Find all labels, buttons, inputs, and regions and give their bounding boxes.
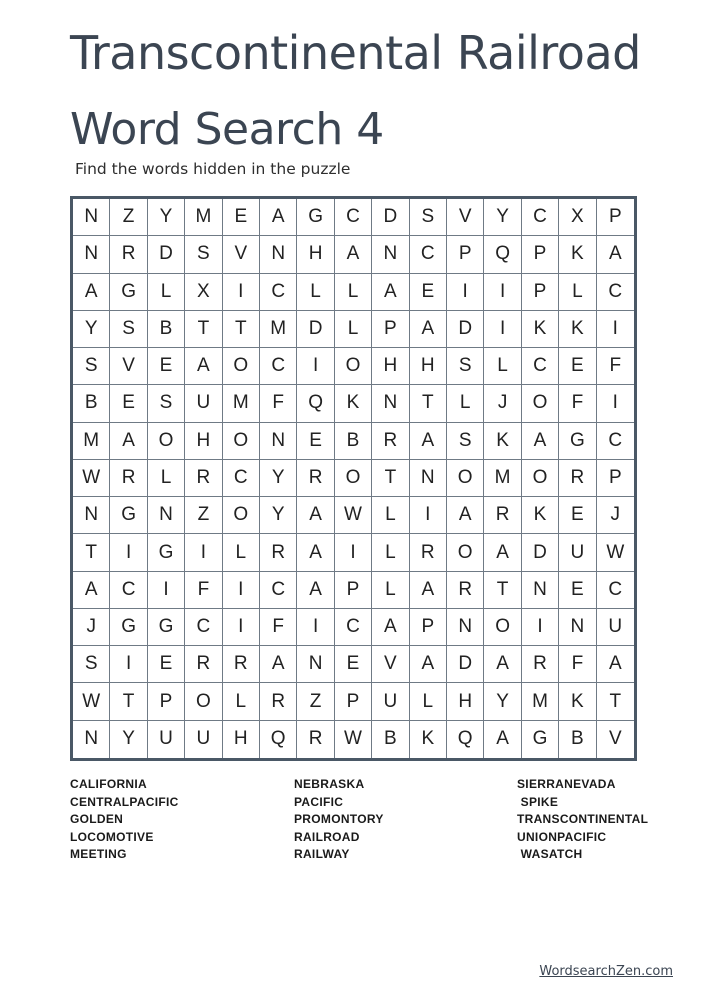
grid-cell[interactable]: Y xyxy=(148,199,185,236)
grid-cell[interactable]: A xyxy=(110,423,147,460)
grid-cell[interactable]: C xyxy=(597,572,634,609)
grid-cell[interactable]: A xyxy=(260,646,297,683)
grid-cell[interactable]: A xyxy=(410,423,447,460)
grid-cell[interactable]: D xyxy=(372,199,409,236)
grid-cell[interactable]: O xyxy=(447,460,484,497)
grid-cell[interactable]: G xyxy=(148,534,185,571)
grid-cell[interactable]: A xyxy=(372,274,409,311)
word-list-column-3 xyxy=(517,776,648,864)
grid-cell[interactable]: G xyxy=(297,199,334,236)
grid-cell[interactable]: E xyxy=(110,385,147,422)
grid-cell[interactable]: E xyxy=(559,572,596,609)
grid-cell[interactable]: C xyxy=(185,609,222,646)
grid-cell[interactable]: I xyxy=(110,534,147,571)
word-list-item: PACIFIC xyxy=(294,794,344,809)
grid-cell[interactable]: H xyxy=(185,423,222,460)
word-list-item: LOCOMOTIVE xyxy=(70,829,154,844)
word-list-item: WASATCH xyxy=(517,847,583,862)
grid-cell[interactable]: N xyxy=(410,460,447,497)
grid-cell[interactable]: V xyxy=(372,646,409,683)
grid-cell[interactable]: F xyxy=(559,646,596,683)
grid-cell[interactable]: L xyxy=(297,274,334,311)
grid-cell[interactable]: Q xyxy=(447,721,484,758)
grid-cell[interactable]: L xyxy=(447,385,484,422)
grid-cell[interactable]: U xyxy=(185,721,222,758)
grid-cell[interactable]: L xyxy=(410,683,447,720)
word-list-column-2 xyxy=(294,776,384,864)
grid-cell[interactable]: W xyxy=(335,497,372,534)
grid-cell[interactable]: L xyxy=(372,534,409,571)
grid-cell[interactable]: K xyxy=(559,311,596,348)
grid-cell[interactable]: K xyxy=(559,236,596,273)
grid-cell[interactable]: F xyxy=(185,572,222,609)
grid-cell[interactable]: R xyxy=(484,497,521,534)
grid-cell[interactable]: R xyxy=(260,683,297,720)
grid-cell[interactable]: O xyxy=(223,348,260,385)
grid-cell[interactable]: I xyxy=(484,311,521,348)
grid-cell[interactable]: O xyxy=(447,534,484,571)
grid-cell[interactable]: C xyxy=(522,199,559,236)
grid-cell[interactable]: F xyxy=(260,609,297,646)
grid-cell[interactable]: H xyxy=(410,348,447,385)
grid-cell[interactable]: B xyxy=(73,385,110,422)
word-list-item: PROMONTORY xyxy=(294,812,384,827)
grid-cell[interactable]: R xyxy=(223,646,260,683)
grid-cell[interactable]: I xyxy=(597,385,634,422)
grid-cell[interactable]: R xyxy=(522,646,559,683)
grid-cell[interactable]: G xyxy=(148,609,185,646)
grid-cell[interactable]: D xyxy=(447,646,484,683)
grid-cell[interactable]: U xyxy=(148,721,185,758)
grid-cell[interactable]: E xyxy=(223,199,260,236)
grid-cell[interactable]: R xyxy=(297,721,334,758)
grid-cell[interactable]: D xyxy=(447,311,484,348)
grid-cell[interactable]: I xyxy=(223,274,260,311)
grid-cell[interactable]: R xyxy=(185,646,222,683)
grid-cell[interactable]: N xyxy=(260,423,297,460)
grid-cell[interactable]: N xyxy=(372,385,409,422)
grid-cell[interactable]: T xyxy=(597,683,634,720)
grid-cell[interactable]: O xyxy=(484,609,521,646)
grid-cell[interactable]: W xyxy=(597,534,634,571)
grid-cell[interactable]: A xyxy=(410,646,447,683)
grid-cell[interactable]: K xyxy=(522,311,559,348)
word-list-item: MEETING xyxy=(70,847,127,862)
grid-cell[interactable]: V xyxy=(447,199,484,236)
grid-cell[interactable]: P xyxy=(522,274,559,311)
grid-cell[interactable]: P xyxy=(335,683,372,720)
grid-cell[interactable]: Y xyxy=(73,311,110,348)
grid-cell[interactable]: S xyxy=(447,423,484,460)
grid-cell[interactable]: A xyxy=(447,497,484,534)
grid-cell[interactable]: P xyxy=(410,609,447,646)
grid-cell[interactable]: B xyxy=(148,311,185,348)
grid-cell[interactable]: M xyxy=(522,683,559,720)
grid-cell[interactable]: S xyxy=(148,385,185,422)
grid-cell[interactable]: E xyxy=(148,646,185,683)
grid-cell[interactable]: N xyxy=(522,572,559,609)
grid-cell[interactable]: N xyxy=(260,236,297,273)
grid-cell[interactable]: B xyxy=(559,721,596,758)
grid-cell[interactable]: R xyxy=(447,572,484,609)
grid-cell[interactable]: O xyxy=(223,423,260,460)
grid-cell[interactable]: L xyxy=(372,497,409,534)
word-list-item: TRANSCONTINENTAL xyxy=(517,812,649,827)
grid-cell[interactable]: K xyxy=(335,385,372,422)
grid-cell[interactable]: E xyxy=(410,274,447,311)
grid-cell[interactable]: W xyxy=(73,683,110,720)
grid-cell[interactable]: C xyxy=(522,348,559,385)
grid-cell[interactable]: W xyxy=(73,460,110,497)
grid-cell[interactable]: C xyxy=(260,274,297,311)
grid-cell[interactable]: Q xyxy=(260,721,297,758)
grid-cell[interactable]: G xyxy=(559,423,596,460)
grid-cell[interactable]: I xyxy=(597,311,634,348)
grid-cell[interactable]: A xyxy=(297,497,334,534)
grid-cell[interactable]: R xyxy=(260,534,297,571)
grid-cell[interactable]: S xyxy=(73,646,110,683)
grid-cell[interactable]: O xyxy=(522,460,559,497)
grid-cell[interactable]: I xyxy=(148,572,185,609)
grid-cell[interactable]: B xyxy=(335,423,372,460)
grid-cell[interactable]: N xyxy=(73,497,110,534)
word-list-item: SIERRANEVADA xyxy=(517,777,616,791)
grid-cell[interactable]: O xyxy=(185,683,222,720)
grid-cell[interactable]: L xyxy=(335,274,372,311)
grid-cell[interactable]: M xyxy=(484,460,521,497)
grid-cell[interactable]: E xyxy=(297,423,334,460)
grid-cell[interactable]: O xyxy=(223,497,260,534)
grid-cell[interactable]: Y xyxy=(260,497,297,534)
grid-cell[interactable]: L xyxy=(372,572,409,609)
grid-cell[interactable]: C xyxy=(260,348,297,385)
grid-cell[interactable]: P xyxy=(148,683,185,720)
grid-cell[interactable]: I xyxy=(484,274,521,311)
grid-cell[interactable]: J xyxy=(597,497,634,534)
grid-cell[interactable]: O xyxy=(335,348,372,385)
word-list-item: RAILWAY xyxy=(294,847,350,862)
grid-cell[interactable]: Z xyxy=(110,199,147,236)
grid-cell[interactable]: A xyxy=(73,572,110,609)
word-list-item: GOLDEN xyxy=(70,812,124,827)
grid-cell[interactable]: A xyxy=(185,348,222,385)
grid-cell[interactable]: M xyxy=(185,199,222,236)
grid-cell[interactable]: S xyxy=(110,311,147,348)
grid-cell[interactable]: T xyxy=(223,311,260,348)
grid-cell[interactable]: X xyxy=(185,274,222,311)
grid-cell[interactable]: T xyxy=(372,460,409,497)
grid-cell[interactable]: P xyxy=(372,311,409,348)
grid-cell[interactable]: K xyxy=(410,721,447,758)
grid-cell[interactable]: I xyxy=(447,274,484,311)
grid-cell[interactable]: P xyxy=(597,460,634,497)
grid-cell[interactable]: K xyxy=(559,683,596,720)
grid-cell[interactable]: S xyxy=(73,348,110,385)
grid-cell[interactable]: M xyxy=(260,311,297,348)
grid-cell[interactable]: A xyxy=(484,721,521,758)
grid-cell[interactable]: C xyxy=(223,460,260,497)
grid-cell[interactable]: L xyxy=(148,274,185,311)
grid-cell[interactable]: N xyxy=(297,646,334,683)
grid-cell[interactable]: N xyxy=(559,609,596,646)
grid-cell[interactable]: I xyxy=(522,609,559,646)
grid-cell[interactable]: L xyxy=(223,683,260,720)
grid-cell[interactable]: R xyxy=(185,460,222,497)
grid-cell[interactable]: Y xyxy=(484,199,521,236)
grid-cell[interactable]: C xyxy=(410,236,447,273)
grid-cell[interactable]: I xyxy=(335,534,372,571)
grid-cell[interactable]: R xyxy=(372,423,409,460)
grid-cell[interactable]: V xyxy=(223,236,260,273)
grid-cell[interactable]: N xyxy=(148,497,185,534)
grid-cell[interactable]: L xyxy=(223,534,260,571)
grid-cell[interactable]: G xyxy=(110,609,147,646)
grid-cell[interactable]: T xyxy=(73,534,110,571)
grid-cell[interactable]: A xyxy=(410,311,447,348)
grid-cell[interactable]: C xyxy=(335,609,372,646)
grid-cell[interactable]: N xyxy=(73,199,110,236)
site-link[interactable]: WordsearchZen.com xyxy=(539,964,673,979)
grid-cell[interactable]: R xyxy=(110,236,147,273)
grid-cell[interactable]: A xyxy=(260,199,297,236)
grid-cell[interactable]: F xyxy=(260,385,297,422)
grid-cell[interactable]: F xyxy=(597,348,634,385)
grid-cell[interactable]: L xyxy=(148,460,185,497)
grid-cell[interactable]: R xyxy=(297,460,334,497)
grid-cell[interactable]: S xyxy=(185,236,222,273)
grid-cell[interactable]: A xyxy=(522,423,559,460)
grid-cell[interactable]: E xyxy=(559,348,596,385)
grid-cell[interactable]: E xyxy=(148,348,185,385)
grid-cell[interactable]: Y xyxy=(484,683,521,720)
grid-cell[interactable]: P xyxy=(597,199,634,236)
grid-cell[interactable]: C xyxy=(260,572,297,609)
page-title: Transcontinental Railroad xyxy=(70,26,641,80)
grid-cell[interactable]: A xyxy=(484,534,521,571)
grid-cell[interactable]: V xyxy=(608,728,622,750)
grid-cell[interactable]: D xyxy=(297,311,334,348)
grid-cell[interactable]: O xyxy=(148,423,185,460)
word-list-item: CENTRALPACIFIC xyxy=(70,794,179,809)
grid-cell[interactable]: G xyxy=(110,274,147,311)
grid-cell[interactable]: M xyxy=(223,385,260,422)
grid-cell[interactable]: O xyxy=(335,460,372,497)
grid-cell[interactable]: N xyxy=(73,236,110,273)
grid-cell[interactable]: A xyxy=(297,572,334,609)
grid-cell[interactable]: S xyxy=(410,199,447,236)
grid-cell[interactable]: D xyxy=(148,236,185,273)
grid-cell[interactable]: U xyxy=(597,609,634,646)
word-search-grid xyxy=(70,196,637,761)
grid-cell[interactable]: J xyxy=(484,385,521,422)
grid-cell[interactable]: Q xyxy=(484,236,521,273)
grid-cell[interactable]: I xyxy=(223,609,260,646)
grid-cell[interactable]: G xyxy=(110,497,147,534)
grid-cell[interactable]: U xyxy=(185,385,222,422)
grid-cell[interactable]: P xyxy=(522,236,559,273)
grid-cell[interactable]: F xyxy=(559,385,596,422)
grid-cell[interactable]: K xyxy=(522,497,559,534)
grid-cell[interactable]: U xyxy=(559,534,596,571)
instructions-text: Find the words hidden in the puzzle xyxy=(75,160,351,178)
grid-cell[interactable]: I xyxy=(185,534,222,571)
grid-cell[interactable]: I xyxy=(110,646,147,683)
grid-cell[interactable]: I xyxy=(297,348,334,385)
grid-cell[interactable]: D xyxy=(522,534,559,571)
grid-cell[interactable]: T xyxy=(110,683,147,720)
grid-cell[interactable]: W xyxy=(335,721,372,758)
grid-cell[interactable]: S xyxy=(447,348,484,385)
grid-cell[interactable]: L xyxy=(335,311,372,348)
grid-cell[interactable]: R xyxy=(110,460,147,497)
grid-cell[interactable]: O xyxy=(522,385,559,422)
grid-cell[interactable]: C xyxy=(335,199,372,236)
grid-cell[interactable]: Z xyxy=(185,497,222,534)
grid-cell[interactable]: Q xyxy=(297,385,334,422)
word-list-column-1 xyxy=(70,776,179,864)
page-subtitle-heading: Word Search 4 xyxy=(70,104,384,155)
grid-cell[interactable]: Z xyxy=(297,683,334,720)
grid-cell[interactable]: J xyxy=(73,609,110,646)
word-list-item: RAILROAD xyxy=(294,829,360,844)
grid-cell[interactable]: U xyxy=(372,683,409,720)
grid-cell[interactable]: T xyxy=(484,572,521,609)
grid-cell[interactable]: I xyxy=(223,572,260,609)
grid-cell[interactable]: A xyxy=(597,236,634,273)
grid-cell[interactable]: I xyxy=(410,497,447,534)
word-list-item: UNIONPACIFIC xyxy=(517,829,607,844)
grid-cell[interactable]: R xyxy=(559,460,596,497)
word-list-item: NEBRASKA xyxy=(294,777,365,791)
grid-cell[interactable]: H xyxy=(297,236,334,273)
grid-cell[interactable]: T xyxy=(410,385,447,422)
grid-cell[interactable]: K xyxy=(484,423,521,460)
grid-cell[interactable]: H xyxy=(372,348,409,385)
grid-cell[interactable]: A xyxy=(372,609,409,646)
grid-cell[interactable]: Y xyxy=(260,460,297,497)
grid-cell[interactable]: A xyxy=(297,534,334,571)
grid-cell[interactable]: I xyxy=(297,609,334,646)
word-list-item: SPIKE xyxy=(517,794,559,809)
grid-cell[interactable]: A xyxy=(73,274,110,311)
grid-cell[interactable]: H xyxy=(447,683,484,720)
grid-cell[interactable]: A xyxy=(484,646,521,683)
grid-cell[interactable]: L xyxy=(559,274,596,311)
grid-cell[interactable]: C xyxy=(597,423,634,460)
grid-cell[interactable]: Y xyxy=(110,721,147,758)
grid-cell[interactable]: L xyxy=(484,348,521,385)
grid-cell[interactable]: X xyxy=(559,199,596,236)
grid-cell[interactable]: A xyxy=(410,572,447,609)
grid-cell[interactable]: E xyxy=(335,646,372,683)
grid-cell[interactable]: P xyxy=(447,236,484,273)
grid-cell[interactable]: E xyxy=(559,497,596,534)
grid-cell[interactable]: T xyxy=(185,311,222,348)
grid-cell[interactable]: C xyxy=(597,274,634,311)
grid-cell[interactable]: N xyxy=(447,609,484,646)
word-list xyxy=(70,776,670,876)
grid-cell[interactable]: A xyxy=(597,646,634,683)
grid-cell[interactable]: R xyxy=(410,534,447,571)
grid-cell[interactable]: V xyxy=(110,348,147,385)
grid-cell[interactable]: M xyxy=(73,423,110,460)
grid-cell[interactable]: P xyxy=(335,572,372,609)
grid-cell[interactable]: H xyxy=(223,721,260,758)
grid-cell[interactable]: N xyxy=(73,721,110,758)
grid-cell[interactable]: C xyxy=(110,572,147,609)
grid-cell[interactable]: A xyxy=(335,236,372,273)
grid-cell[interactable]: G xyxy=(522,721,559,758)
word-list-item: CALIFORNIA xyxy=(70,777,147,791)
letter-grid xyxy=(73,199,634,758)
grid-cell[interactable]: N xyxy=(372,236,409,273)
grid-cell[interactable]: B xyxy=(372,721,409,758)
